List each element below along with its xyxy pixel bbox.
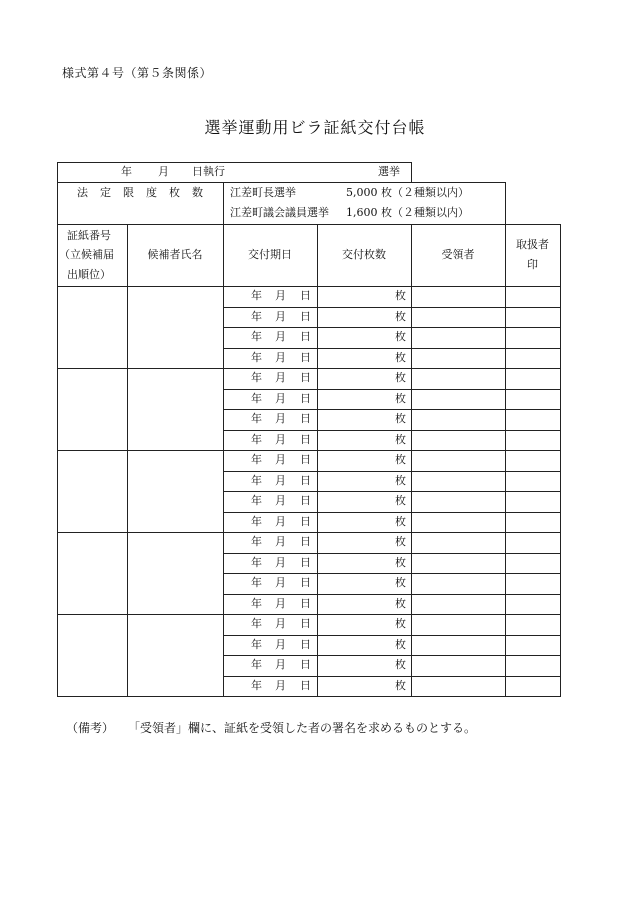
col-cert-no-3: 出順位）	[67, 268, 111, 281]
table-rule	[223, 553, 561, 554]
limit-mayor-count: 5,000 枚（２種類以内）	[346, 186, 469, 199]
issue-year: 年	[251, 638, 262, 651]
sheets-unit: 枚	[395, 433, 406, 446]
issue-month: 月	[275, 658, 286, 671]
issue-year: 年	[251, 453, 262, 466]
issue-year: 年	[251, 576, 262, 589]
sheets-unit: 枚	[395, 310, 406, 323]
sheets-unit: 枚	[395, 617, 406, 630]
issue-year: 年	[251, 556, 262, 569]
table-rule	[223, 182, 224, 696]
table-rule	[57, 614, 561, 615]
issue-month: 月	[275, 638, 286, 651]
issue-year: 年	[251, 515, 262, 528]
issue-year: 年	[251, 658, 262, 671]
table-rule	[57, 368, 561, 369]
col-issue-date: 交付期日	[248, 248, 292, 261]
sheets-unit: 枚	[395, 597, 406, 610]
table-rule	[223, 573, 561, 574]
document-title: 選挙運動用ビラ証紙交付台帳	[204, 118, 426, 137]
issue-year: 年	[251, 617, 262, 630]
issue-day: 日	[300, 535, 311, 548]
issue-month: 月	[275, 412, 286, 425]
issue-day: 日	[300, 515, 311, 528]
issue-day: 日	[300, 658, 311, 671]
issue-year: 年	[251, 351, 262, 364]
table-rule	[223, 635, 561, 636]
issue-year: 年	[251, 392, 262, 405]
sheets-unit: 枚	[395, 392, 406, 405]
issue-year: 年	[251, 433, 262, 446]
table-rule	[223, 348, 561, 349]
table-rule	[560, 224, 561, 696]
issue-year: 年	[251, 371, 262, 384]
form-number-label: 様式第４号（第５条関係）	[62, 66, 213, 80]
issue-day: 日	[300, 576, 311, 589]
issue-month: 月	[275, 597, 286, 610]
issue-month: 月	[275, 515, 286, 528]
sheets-unit: 枚	[395, 638, 406, 651]
issue-year: 年	[251, 494, 262, 507]
issue-day: 日	[300, 638, 311, 651]
issue-month: 月	[275, 556, 286, 569]
issue-month: 月	[275, 617, 286, 630]
col-handler-seal: 印	[527, 258, 538, 271]
issue-year: 年	[251, 310, 262, 323]
col-handler: 取扱者	[516, 238, 549, 251]
table-rule	[505, 182, 506, 225]
table-rule	[505, 224, 506, 696]
limit-mayor-election: 江差町長選挙	[230, 186, 296, 199]
issue-day: 日	[300, 474, 311, 487]
issue-day: 日	[300, 412, 311, 425]
table-rule	[411, 162, 412, 183]
sheets-unit: 枚	[395, 453, 406, 466]
table-rule	[57, 162, 58, 696]
sheets-unit: 枚	[395, 289, 406, 302]
issue-month: 月	[275, 392, 286, 405]
table-rule	[223, 594, 561, 595]
sheets-unit: 枚	[395, 576, 406, 589]
sheets-unit: 枚	[395, 474, 406, 487]
table-rule	[223, 409, 561, 410]
table-rule	[57, 532, 561, 533]
issue-day: 日	[300, 597, 311, 610]
issue-month: 月	[275, 576, 286, 589]
sheets-unit: 枚	[395, 371, 406, 384]
limit-council-election: 江差町議会議員選挙	[230, 206, 329, 219]
table-rule	[223, 389, 561, 390]
issue-year: 年	[251, 597, 262, 610]
col-recipient: 受領者	[441, 248, 475, 261]
exec-month-label: 月	[158, 165, 169, 178]
issue-month: 月	[275, 289, 286, 302]
issue-month: 月	[275, 535, 286, 548]
issue-year: 年	[251, 679, 262, 692]
table-rule	[223, 491, 561, 492]
col-cert-no-2: （立候補届	[59, 248, 114, 261]
table-rule	[57, 224, 561, 225]
table-rule	[223, 471, 561, 472]
table-rule	[57, 162, 412, 163]
limit-council-count: 1,600 枚（２種類以内）	[346, 206, 469, 219]
issue-month: 月	[275, 679, 286, 692]
issue-month: 月	[275, 371, 286, 384]
issue-day: 日	[300, 289, 311, 302]
table-rule	[57, 696, 561, 697]
issue-month: 月	[275, 494, 286, 507]
table-rule	[127, 224, 128, 696]
table-rule	[317, 224, 318, 696]
issue-year: 年	[251, 535, 262, 548]
issue-day: 日	[300, 556, 311, 569]
col-candidate-name: 候補者氏名	[147, 248, 203, 261]
issue-day: 日	[300, 494, 311, 507]
remarks-text: 「受領者」欄に、証紙を受領した者の署名を求めるものとする。	[128, 721, 477, 735]
sheets-unit: 枚	[395, 515, 406, 528]
table-rule	[223, 430, 561, 431]
sheets-unit: 枚	[395, 330, 406, 343]
issue-year: 年	[251, 412, 262, 425]
issue-year: 年	[251, 289, 262, 302]
issue-year: 年	[251, 330, 262, 343]
col-cert-no-1: 証紙番号	[67, 229, 111, 242]
issue-day: 日	[300, 453, 311, 466]
table-rule	[223, 512, 561, 513]
issue-day: 日	[300, 330, 311, 343]
election-label: 選挙	[378, 165, 400, 178]
legal-limit-label: 法 定 限 度 枚 数	[77, 186, 204, 199]
table-rule	[223, 655, 561, 656]
issue-day: 日	[300, 392, 311, 405]
sheets-unit: 枚	[395, 351, 406, 364]
issue-day: 日	[300, 679, 311, 692]
sheets-unit: 枚	[395, 494, 406, 507]
issue-month: 月	[275, 310, 286, 323]
sheets-unit: 枚	[395, 658, 406, 671]
issue-year: 年	[251, 474, 262, 487]
issue-day: 日	[300, 617, 311, 630]
issue-day: 日	[300, 433, 311, 446]
issue-month: 月	[275, 351, 286, 364]
remarks-label: （備考）	[66, 721, 115, 735]
table-rule	[57, 182, 506, 183]
table-rule	[223, 676, 561, 677]
table-rule	[223, 307, 561, 308]
table-rule	[57, 286, 561, 287]
issue-month: 月	[275, 474, 286, 487]
issue-month: 月	[275, 433, 286, 446]
issue-day: 日	[300, 371, 311, 384]
issue-day: 日	[300, 310, 311, 323]
issue-month: 月	[275, 330, 286, 343]
sheets-unit: 枚	[395, 679, 406, 692]
col-issue-count: 交付枚数	[342, 248, 386, 261]
sheets-unit: 枚	[395, 556, 406, 569]
issue-day: 日	[300, 351, 311, 364]
sheets-unit: 枚	[395, 412, 406, 425]
table-rule	[57, 450, 561, 451]
table-rule	[411, 224, 412, 696]
exec-year-label: 年	[121, 165, 132, 178]
remarks-note	[66, 719, 476, 736]
sheets-unit: 枚	[395, 535, 406, 548]
exec-day-label: 日執行	[192, 165, 225, 178]
table-rule	[223, 327, 561, 328]
issue-month: 月	[275, 453, 286, 466]
